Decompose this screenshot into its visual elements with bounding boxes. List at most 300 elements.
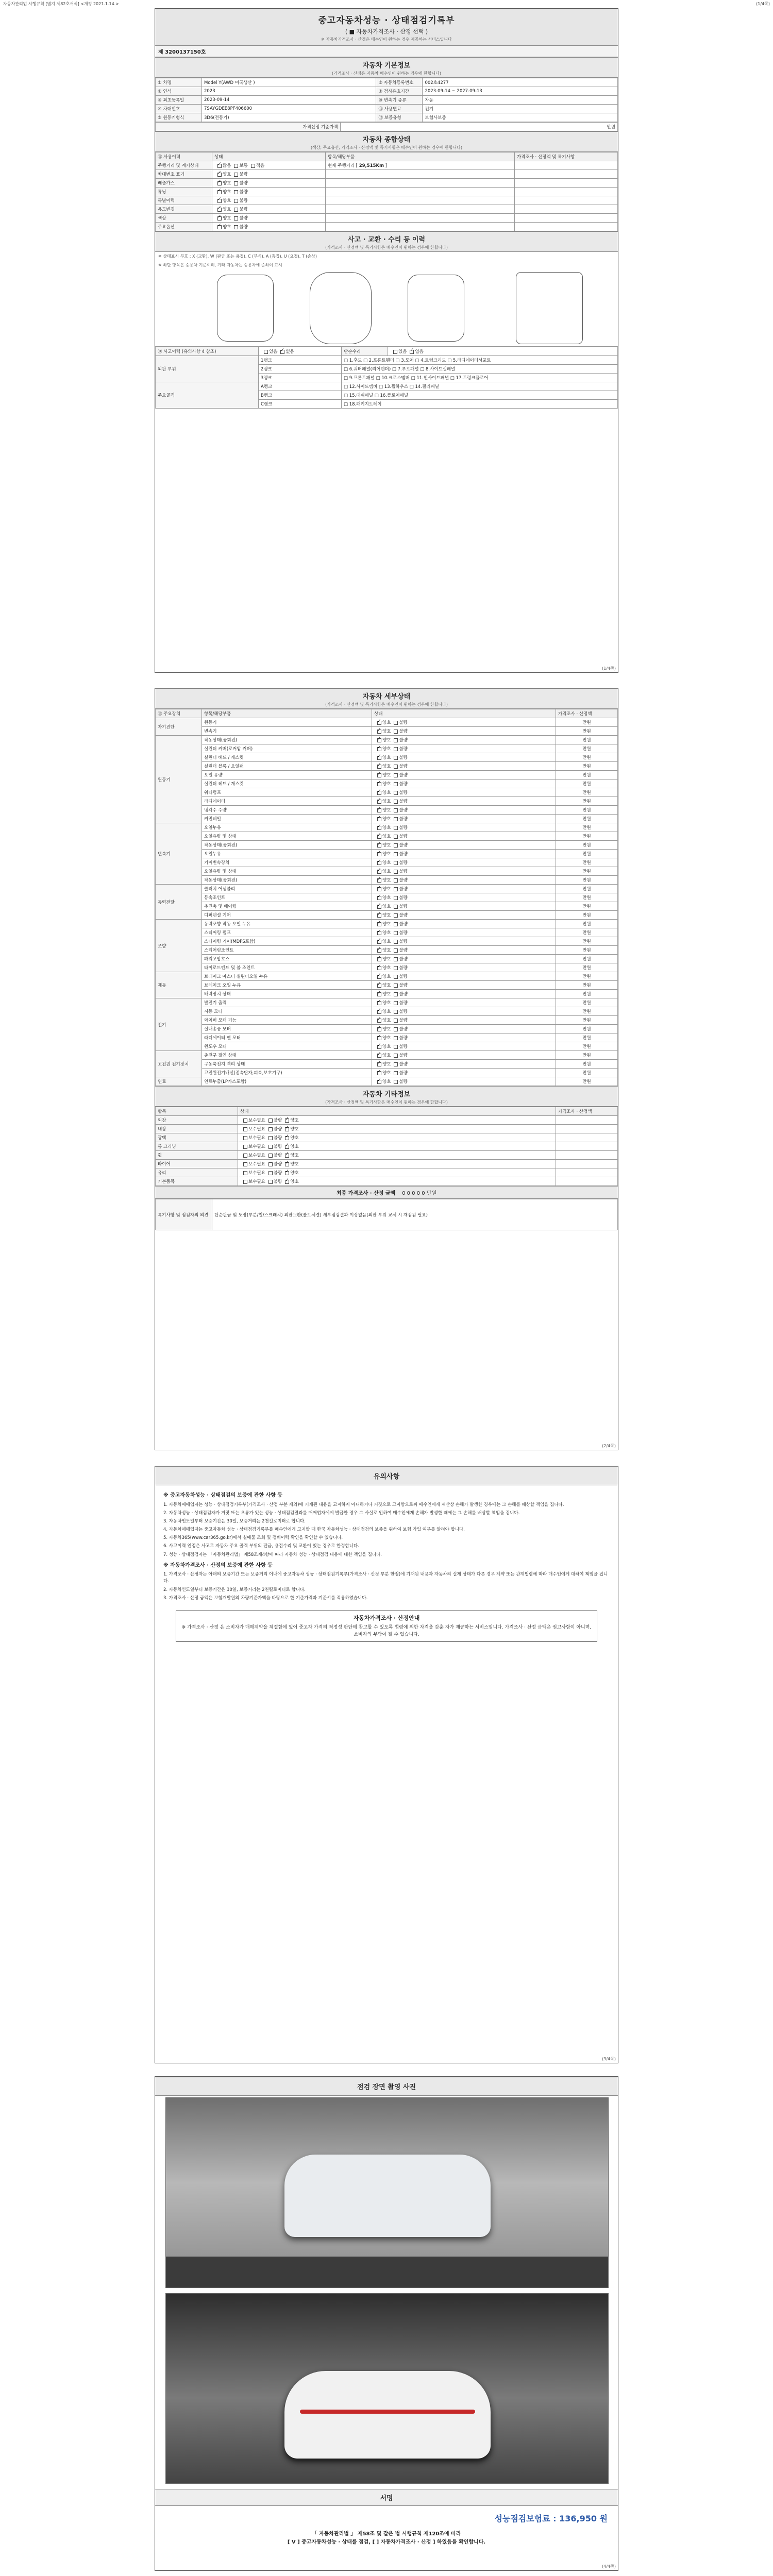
basic-info-row [156,113,618,122]
other-item-label: 휠 [156,1151,238,1160]
other-row [156,1133,618,1142]
detail-item-state: ✓ 양호 불량 [372,998,556,1007]
summary-item-detail [326,214,515,223]
detail-item-price: 만원 [556,771,618,779]
page-number: (3/4쪽) [602,2057,616,2061]
price-guide-title: 자동차가격조사 · 산정안내 [353,1614,420,1621]
detail-section-title [155,688,618,709]
detail-item-state: ✓ 양호 불량 [372,744,556,753]
summary-row [156,205,618,214]
detail-item-state: ✓ 양호 불량 [372,718,556,727]
summary-item-label: 용도변경 [156,205,212,214]
detail-item-label: 배력장치 상태 [202,990,372,998]
mileage-label: 현재 주행거리 [328,163,355,168]
detail-item-price: 만원 [556,990,618,998]
detail-item-price: 만원 [556,823,618,832]
detail-item-state: ✓ 양호 불량 [372,753,556,762]
price-guide-box [176,1611,597,1642]
page-number: (2/4쪽) [602,1444,616,1448]
notice-paragraph: 4. 자동차매매업자는 중고자동차 성능 · 상태점검기록부를 매수인에게 고지할 때 한국 자동차성능 · 상태점검의 보증을 위하여 보험 가입 여부를 알려야 합니다. [163,1527,465,1533]
detail-item-label: 작동상태(공회전) [202,841,372,850]
detail-item-label: 스티어링 기어(MDPS포함) [202,937,372,946]
other-item-price [556,1151,618,1160]
page-indicator: (1/4쪽) [756,2,770,6]
rank-3: 3랭크 [259,374,342,382]
summary-item-state: ✓ 양호 불량 [212,214,326,223]
rank-b: B랭크 [259,391,342,400]
simple-repair-value-text: 없음 [415,349,424,354]
detail-row [156,858,618,867]
summary-item-label: 배출가스 [156,179,212,188]
detail-item-state: ✓ 양호 불량 [372,867,556,876]
detail-item-state: ✓ 양호 불량 [372,1060,556,1069]
form-reference: 자동차관리법 시행규칙 [별지 제82호서식] <개정 2021.1.14.> [3,2,119,6]
other-item-label: 유리 [156,1168,238,1177]
detail-group-label: 연료 [156,1077,202,1086]
other-row [156,1151,618,1160]
detail-item-state: ✓ 양호 불량 [372,990,556,998]
detail-item-price: 만원 [556,727,618,736]
basic-label-left: ① 차명 [156,78,202,87]
detail-item-price: 만원 [556,718,618,727]
detail-item-label: 오일유량 및 상태 [202,867,372,876]
other-item-state: 보수필요 불량✓ 양호 [238,1125,556,1133]
summary-item-detail: 현재 주행거리 [ 29,515Km ] [326,161,515,170]
section-subheading: (가격조사 · 산정은 자동차 매수인이 원하는 경우에 한합니다) [331,71,442,76]
detail-item-label: 브레이크 마스터 실린더오일 누유 [202,972,372,981]
rank-1: 1랭크 [259,356,342,365]
section-subheading: (가격조사 · 산정액 및 특기사항은 매수인이 원하는 경우에 한합니다) [325,1100,448,1105]
detail-item-label: 스티어링조인트 [202,946,372,955]
detail-item-label: 구동축전지 격리 상태 [202,1060,372,1069]
other-item-price [556,1160,618,1168]
detail-row [156,1077,618,1086]
detail-row [156,718,618,727]
rank-a-items: □ 12.사이드멤버 □ 13.휠하우스 □ 14.필러패널 [341,382,617,391]
detail-group-label: 전기 [156,998,202,1051]
car-left-side-drawing [217,275,274,342]
basic-label-right: ⑨ 검사유효기간 [376,87,423,96]
other-item-price [556,1116,618,1125]
summary-item-detail [326,179,515,188]
summary-row [156,170,618,179]
detail-item-state: ✓ 양호 불량 [372,858,556,867]
summary-item-price [515,170,618,179]
summary-item-detail [326,188,515,196]
notice-heading-1: ※ 중고자동차성능 · 상태점검의 보증에 관한 사항 등 [163,1493,283,1498]
notice-paragraph: 6. 사고이력 인정은 사고로 자동차 주요 골격 부위의 판금, 용접수리 및 교환이 있는 경우로 한정합니다. [163,1544,359,1549]
other-item-label: 타이어 [156,1160,238,1168]
detail-row [156,876,618,885]
detail-row [156,1060,618,1069]
section-heading: 점검 장면 촬영 사진 [357,2083,416,2091]
accident-value: 있음✓ 없음 [259,347,342,356]
detail-item-state: ✓ 양호 불량 [372,1077,556,1086]
summary-item-detail [326,223,515,231]
other-item-state: 보수필요 불량✓ 양호 [238,1160,556,1168]
detail-row [156,1042,618,1051]
detail-item-price: 만원 [556,797,618,806]
other-item-price [556,1177,618,1186]
detail-row [156,1016,618,1025]
detail-item-state: ✓ 양호 불량 [372,885,556,893]
summary-item-detail [326,170,515,179]
detail-row [156,1033,618,1042]
detail-item-price: 만원 [556,1060,618,1069]
summary-item-price [515,205,618,214]
detail-row [156,815,618,823]
detail-row [156,753,618,762]
legal-confirmation [155,2530,618,2547]
section-heading: 자동차 기타정보 [362,1091,411,1098]
detail-item-label: 실린더 헤드 / 개스킷 [202,753,372,762]
summary-item-state: ✓ 양호 불량 [212,188,326,196]
detail-item-price: 만원 [556,762,618,771]
summary-item-state: ✓ 양호 불량 [212,223,326,231]
detail-row [156,850,618,858]
summary-item-label: 차대번호 표기 [156,170,212,179]
other-item-price [556,1168,618,1177]
section-subheading: (가격조사 · 산정액 및 특기사항은 매수인이 원하는 경우에 한합니다) [325,702,448,707]
detail-item-state: ✓ 양호 불량 [372,902,556,911]
car-rear-shape [284,2371,491,2459]
detail-item-state: ✓ 양호 불량 [372,928,556,937]
section-heading: 자동차 종합상태 [362,136,411,144]
other-item-state: 보수필요 불량✓ 양호 [238,1133,556,1142]
detail-item-state: ✓ 양호 불량 [372,832,556,841]
detail-item-label: 클러치 어셈블리 [202,885,372,893]
detail-item-label: 실린더 블록 / 오일팬 [202,762,372,771]
detail-item-state: ✓ 양호 불량 [372,806,556,815]
other-item-state: 보수필요 불량✓ 양호 [238,1142,556,1151]
section-subheading: (색상, 주요옵션, 가격조사 · 산정액 및 특기사항은 매수인이 원하는 경우에 한합니다) [310,145,463,150]
detail-item-price: 만원 [556,1077,618,1086]
detail-item-label: 냉각수 수량 [202,806,372,815]
detail-row [156,990,618,998]
notice-paragraph: 7. 성능 · 상태점검자는 「자동차관리법」 제58조제4항에 따라 자동차 성능 · 상태점검 내용에 대한 책임을 집니다. [163,1552,382,1557]
detail-row [156,955,618,963]
detail-item-price: 만원 [556,858,618,867]
detail-item-price: 만원 [556,788,618,797]
detail-item-label: 라디에이터 [202,797,372,806]
detail-row [156,762,618,771]
notice-heading-2: ※ 자동차가격조사 · 산정의 보증에 관한 사항 등 [163,1562,273,1568]
detail-group-label: 변속기 [156,823,202,885]
detail-item-price: 만원 [556,876,618,885]
rank-a: A랭크 [259,382,342,391]
basic-value-right: 보험사보증 [423,113,618,122]
detail-item-price: 만원 [556,753,618,762]
detail-item-label: 동력조향 작동 오일 누유 [202,920,372,928]
detail-group-label: 자기진단 [156,718,202,736]
detail-item-price: 만원 [556,998,618,1007]
summary-col-price: 가격조사 · 산정액 및 특기사항 [515,152,618,161]
other-col-price: 가격조사 · 산정액 [556,1107,618,1116]
other-item-label: 룸 크리닝 [156,1142,238,1151]
detail-row [156,1051,618,1060]
basic-info-table [155,78,618,122]
detail-item-state: ✓ 양호 불량 [372,963,556,972]
summary-item-state: ✓ 양호 불량 [212,196,326,205]
detail-item-price: 만원 [556,832,618,841]
basic-info-row [156,87,618,96]
basic-label-right: ⑪ 사용연료 [376,105,423,113]
other-item-state: 보수필요 불량✓ 양호 [238,1116,556,1125]
summary-col-item: 항목/해당부품 [326,152,515,161]
detail-row [156,771,618,779]
summary-item-price [515,161,618,170]
detail-item-label: 기어변속장치 [202,858,372,867]
detail-row [156,937,618,946]
basic-label-right: ⑩ 변속기 종류 [376,96,423,105]
detail-item-state: ✓ 양호 불량 [372,1007,556,1016]
other-row [156,1177,618,1186]
detail-row [156,823,618,832]
detail-item-state: ✓ 양호 불량 [372,911,556,920]
basic-value-right: 전기 [423,105,618,113]
accident-value-text: 없음 [285,349,294,354]
car-rear-lights [300,2410,475,2414]
detail-item-label: 워터펌프 [202,788,372,797]
detail-row [156,1025,618,1033]
detail-item-state: ✓ 양호 불량 [372,972,556,981]
summary-row [156,196,618,205]
detail-item-state: ✓ 양호 불량 [372,1025,556,1033]
detail-item-label: 와이퍼 모터 기능 [202,1016,372,1025]
rank-c: C랭크 [259,400,342,409]
basic-value-left: 2023-09-14 [202,96,376,105]
detail-item-price: 만원 [556,1042,618,1051]
rank-3-items: □ 9.프론트패널 □ 10.크로스멤버 □ 11.인사이드패널 □ 17.트렁크플로어 [341,374,617,382]
summary-item-state: ✓ 많음 보통 적음 [212,161,326,170]
detail-item-price: 만원 [556,911,618,920]
basic-label-right: ⑫ 보증유형 [376,113,423,122]
special-notes-table [155,1199,618,1230]
detail-row [156,736,618,744]
summary-item-label: 주행거리 및 계기상태 [156,161,212,170]
inspection-photo-rear [165,2293,609,2484]
detail-item-price: 만원 [556,885,618,893]
page-3 [155,1466,618,2063]
other-row [156,1116,618,1125]
page-2 [155,688,618,1450]
detail-item-label: 실린더 헤드 / 개스킷 [202,779,372,788]
detail-item-label: 등속조인트 [202,893,372,902]
detail-item-price: 만원 [556,1051,618,1060]
detail-item-price: 만원 [556,867,618,876]
other-col-item: 항목 [156,1107,238,1116]
rank-1-items: □ 1.후드 □ 2.프론트휀더 □ 3.도어 □ 4.트렁크리드 □ 5.라디에이터서포트 [341,356,617,365]
detail-item-price: 만원 [556,744,618,753]
detail-item-state: ✓ 양호 불량 [372,1051,556,1060]
accident-legend: ※ 상태표시 부호 : X (교환), W (판금 또는 용접), C (부식), A (흠집), U (요철), T (손상) [158,254,317,259]
detail-item-state: ✓ 양호 불량 [372,841,556,850]
basic-label-left: ② 연식 [156,87,202,96]
section-heading: 유의사항 [373,1473,400,1481]
detail-row [156,902,618,911]
other-item-state: 보수필요 불량✓ 양호 [238,1151,556,1160]
detail-item-state: ✓ 양호 불량 [372,981,556,990]
price-guide-text: ※ 가격조사 · 산정 은 소비자가 매매계약을 체결함에 있어 중고차 가격의 적정성 판단에 참고할 수 있도록 법령에 의한 자격을 갖춘 자가 제공하는 서비스입니다. 가격조사 · 산정 금액은 권고사항이 아니며, 소비자의 부담이 될 수 있습니다. [181,1625,592,1637]
car-diagram [155,269,618,347]
detail-row [156,867,618,876]
detail-item-label: 시동 모터 [202,1007,372,1016]
basic-value-right: 자동 [423,96,618,105]
summary-item-label: 특별이력 [156,196,212,205]
summary-section-title [155,131,618,152]
notice-section-title [155,1466,618,1485]
detail-item-label: 고전원전기배선(접속단자,피복,보호기구) [202,1069,372,1077]
basic-label-left: ⑤ 원동기형식 [156,113,202,122]
detail-item-price: 만원 [556,1033,618,1042]
price-basis-table [155,122,618,131]
summary-item-state: ✓ 양호 불량 [212,205,326,214]
simple-repair-value: 있음✓ 없음 [388,347,617,356]
detail-item-price: 만원 [556,736,618,744]
basic-info-section-title [155,57,618,78]
other-item-price [556,1125,618,1133]
detail-item-state: ✓ 양호 불량 [372,762,556,771]
legal-line-2: [ V ] 중고자동차성능 · 상태를 점검, [ ] 자동차가격조사 · 산정 ] 하였음을 확인합니다. [287,2539,486,2545]
basic-label-right: ⑧ 자동차등록번호 [376,78,423,87]
price-basis-label: 가격산정 기준가격 [156,123,341,131]
other-item-label: 광택 [156,1133,238,1142]
accident-note: ※ 하단 항목은 승용차 기준이며, 기타 자동차는 승용차에 준하여 표시 [158,263,282,267]
rank-2-items: □ 6.쿼터패널(리어펜더) □ 7.루프패널 □ 8.사이드실패널 [341,365,617,374]
detail-row [156,744,618,753]
basic-label-left: ③ 최초등록일 [156,96,202,105]
lift-floor [166,2257,608,2287]
summary-item-price [515,188,618,196]
section-heading: 자동차 기본정보 [362,62,411,70]
detail-item-state: ✓ 양호 불량 [372,797,556,806]
detail-item-label: 브레이크 오일 누유 [202,981,372,990]
rank-c-items: □ 18.패키지트레이 [341,400,617,409]
detail-item-state: ✓ 양호 불량 [372,946,556,955]
detail-item-price: 만원 [556,1007,618,1016]
other-row [156,1160,618,1168]
detail-item-state: ✓ 양호 불량 [372,876,556,885]
detail-row [156,788,618,797]
detail-item-price: 만원 [556,972,618,981]
notice-paragraph: 2. 자동차성능 · 상태점검자가 거짓 또는 오류가 있는 성능 · 상태점검결과를 매매업자에게 발급한 경우 그 사실로 인하여 매수인에게 손해가 발생한 때에는 그 손해를 배상할 책임을 집니다. [163,1510,520,1516]
detail-item-label: 라디에이터 팬 모터 [202,1033,372,1042]
detail-item-label: 변속기 [202,727,372,736]
detail-item-label: 윈도우 모터 [202,1042,372,1051]
summary-row [156,179,618,188]
inspection-photo-front [165,2097,609,2288]
summary-item-label: 주요옵션 [156,223,212,231]
accident-section-title [155,231,618,252]
document-number: 제 3200137150호 [155,46,618,57]
notice-paragraph: 3. 가격조사 · 산정 금액은 보험개발원의 차량기준가액을 바탕으로 한 기준가격과 기준서를 적용하였습니다. [163,1595,368,1601]
notice-body [155,1485,618,1606]
detail-item-price: 만원 [556,1025,618,1033]
section-heading: 자동차 세부상태 [362,693,411,701]
legal-line-1: 「 자동차관리법 」 제58조 및 같은 법 시행규칙 제120조에 따라 [312,2531,461,2537]
detail-item-label: 스티어링 펌프 [202,928,372,937]
summary-table [155,152,618,231]
special-notes-text: 단순판금 및 도장(부분/칠/스크래치) 외판교환(볼트체결) 세부점검결과 이상없음(외판 부위 교체 시 재점검 필요) [212,1199,618,1230]
detail-item-state: ✓ 양호 불량 [372,955,556,963]
summary-col-usage: ⑫ 사용이력 [156,152,212,161]
detail-item-label: 발전기 출력 [202,998,372,1007]
detail-item-price: 만원 [556,841,618,850]
document-topline [0,0,773,7]
basic-value-right: 002호4277 [423,78,618,87]
detail-item-state: ✓ 양호 불량 [372,815,556,823]
detail-col-price: 가격조사 · 산정액 [556,709,618,718]
detail-row [156,806,618,815]
summary-item-price [515,214,618,223]
detail-item-label: 충전구 절연 상태 [202,1051,372,1060]
special-notes-label: 특기사항 및 점검자의 의견 [156,1199,212,1230]
detail-item-label: 작동상태(공회전) [202,736,372,744]
detail-item-state: ✓ 양호 불량 [372,727,556,736]
document-title: 중고자동차성능 · 상태점검기록부 [318,15,455,26]
accident-label: ⑭ 사고이력 (유의사항 4 참조) [156,347,259,356]
detail-item-price: 만원 [556,963,618,972]
basic-value-left: 7SAYGDEE8PF406600 [202,105,376,113]
other-table [155,1107,618,1186]
basic-value-left: 2023 [202,87,376,96]
summary-item-state: ✓ 양호 불량 [212,170,326,179]
inspection-insurance-fee: 성능점검보험료 : 136,950 원 [494,2514,608,2523]
main-frame-label: 주요골격 [156,382,259,409]
detail-row [156,946,618,955]
detail-item-state: ✓ 양호 불량 [372,1042,556,1051]
price-basis-unit: 만원 [340,123,617,131]
photo-section-title [155,2077,618,2096]
summary-item-detail [326,205,515,214]
detail-item-state: ✓ 양호 불량 [372,1033,556,1042]
detail-group-label: 조향 [156,920,202,972]
detail-item-state: ✓ 양호 불량 [372,893,556,902]
detail-item-state: ✓ 양호 불량 [372,788,556,797]
detail-row [156,963,618,972]
summary-row [156,223,618,231]
detail-item-price: 만원 [556,946,618,955]
simple-repair-label: 단순수리 [341,347,388,356]
other-item-label: 기본품목 [156,1177,238,1186]
summary-item-price [515,179,618,188]
detail-item-state: ✓ 양호 불량 [372,850,556,858]
detail-item-label: 오일 유량 [202,771,372,779]
detail-item-price: 만원 [556,937,618,946]
summary-col-state: 상태 [212,152,326,161]
other-section-title [155,1086,618,1107]
car-right-side-drawing [408,275,464,342]
page-1 [155,8,618,673]
rank-b-items: □ 15.대쉬패널 □ 16.플로어패널 [341,391,617,400]
detail-item-price: 만원 [556,893,618,902]
other-item-price [556,1133,618,1142]
document-header [155,9,618,46]
accident-table [155,347,618,409]
mileage-value: 29,515Km [359,163,384,168]
detail-item-label: 오일누유 [202,823,372,832]
other-row [156,1142,618,1151]
detail-item-state: ✓ 양호 불량 [372,736,556,744]
document-note: ※ 자동차가격조사 · 산정은 매수인이 원하는 경우 제공하는 서비스입니다 [321,37,452,42]
detail-item-state: ✓ 양호 불량 [372,920,556,928]
detail-row [156,841,618,850]
detail-item-state: ✓ 양호 불량 [372,1069,556,1077]
basic-info-row [156,105,618,113]
outer-panel-label: 외판 부위 [156,356,259,382]
detail-group-label: 고전원 전기장치 [156,1051,202,1077]
detail-group-label: 동력전달 [156,885,202,920]
